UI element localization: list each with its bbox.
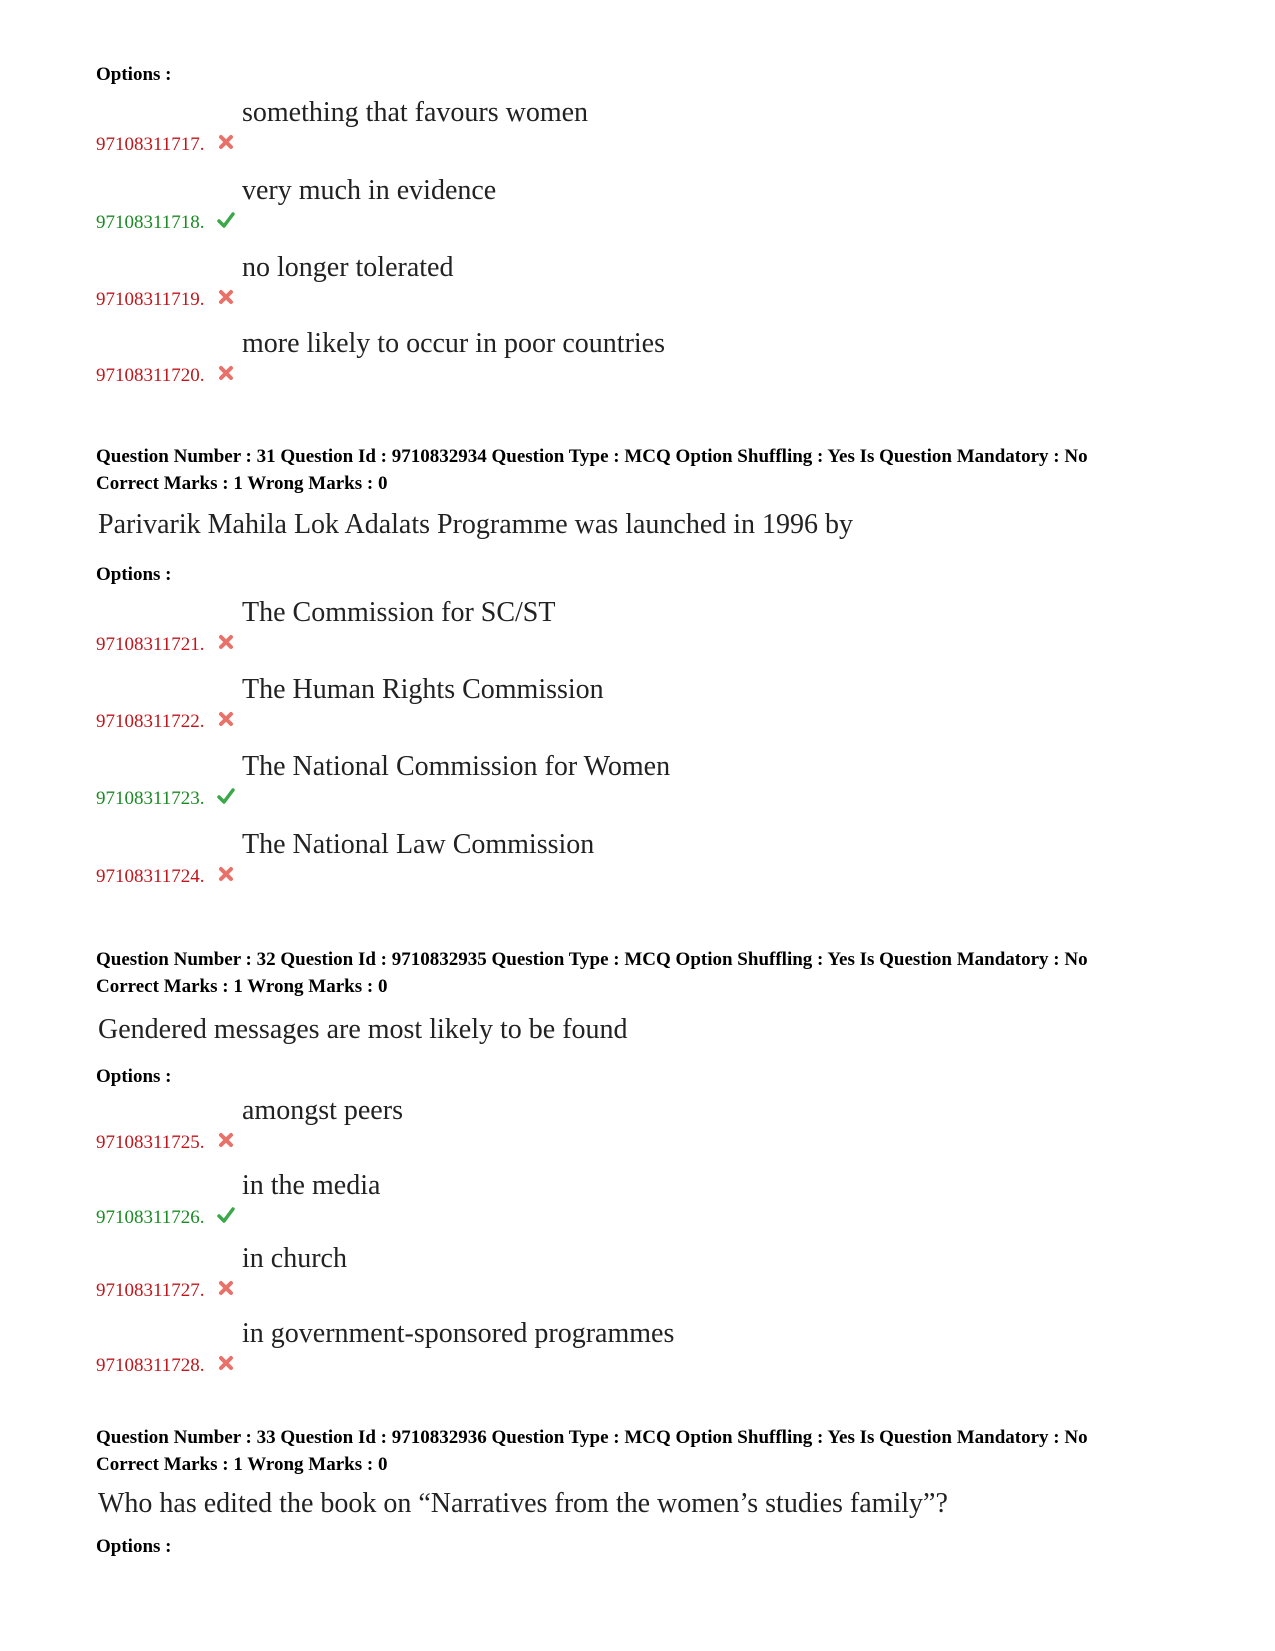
option-row: [96, 96, 1196, 156]
option-id: 97108311723.: [96, 788, 205, 809]
option-id: 97108311726.: [96, 1207, 205, 1228]
option-text: something that favours women: [242, 97, 589, 128]
cross-icon: [216, 132, 236, 152]
cross-icon: [216, 1278, 236, 1298]
cross-icon: [216, 632, 236, 652]
check-icon: [216, 210, 236, 230]
option-row: [96, 1317, 1196, 1377]
option-row: [96, 251, 1196, 311]
option-row: [96, 1169, 1196, 1229]
option-id: 97108311728.: [96, 1355, 205, 1376]
option-id: 97108311721.: [96, 634, 205, 655]
option-row: [96, 750, 1196, 810]
option-id: 97108311720.: [96, 365, 205, 386]
option-text: in the media: [242, 1170, 381, 1201]
option-text: in church: [242, 1243, 347, 1274]
cross-icon: [216, 363, 236, 383]
cross-icon: [216, 287, 236, 307]
cross-icon: [216, 1130, 236, 1150]
question-meta: Question Number : 32 Question Id : 9710832935 Question Type : MCQ Option Shuffling : Yes Is Question Mandatory : No: [96, 949, 1088, 970]
option-id: 97108311719.: [96, 289, 205, 310]
option-text: The National Law Commission: [242, 829, 595, 860]
option-text: amongst peers: [242, 1095, 403, 1126]
question-text: Who has edited the book on “Narratives from the women’s studies family”?: [98, 1488, 948, 1519]
option-id: 97108311718.: [96, 212, 205, 233]
cross-icon: [216, 709, 236, 729]
option-text: very much in evidence: [242, 175, 497, 206]
option-row: [96, 327, 1196, 387]
cross-icon: [216, 864, 236, 884]
question-marks: Correct Marks : 1 Wrong Marks : 0: [96, 976, 388, 997]
question-text: Parivarik Mahila Lok Adalats Programme was launched in 1996 by: [98, 509, 854, 540]
option-id: 97108311722.: [96, 711, 205, 732]
option-id: 97108311727.: [96, 1280, 205, 1301]
option-row: [96, 174, 1196, 234]
option-id: 97108311724.: [96, 866, 205, 887]
option-text: more likely to occur in poor countries: [242, 328, 665, 359]
option-text: The Human Rights Commission: [242, 674, 604, 705]
question-meta: Question Number : 33 Question Id : 9710832936 Question Type : MCQ Option Shuffling : Yes Is Question Mandatory : No: [96, 1427, 1088, 1448]
options-label: Options :: [96, 64, 172, 85]
option-row: [96, 596, 1196, 656]
question-text: Gendered messages are most likely to be found: [98, 1014, 628, 1045]
option-row: [96, 1094, 1196, 1154]
option-text: no longer tolerated: [242, 252, 454, 283]
option-id: 97108311725.: [96, 1132, 205, 1153]
options-label: Options :: [96, 1536, 172, 1557]
options-label: Options :: [96, 564, 172, 585]
option-row: [96, 828, 1196, 888]
option-row: [96, 673, 1196, 733]
option-id: 97108311717.: [96, 134, 205, 155]
check-icon: [216, 786, 236, 806]
option-row: [96, 1242, 1196, 1302]
option-text: in government-sponsored programmes: [242, 1318, 675, 1349]
option-text: The Commission for SC/ST: [242, 597, 556, 628]
option-text: The National Commission for Women: [242, 751, 671, 782]
cross-icon: [216, 1353, 236, 1373]
question-marks: Correct Marks : 1 Wrong Marks : 0: [96, 1454, 388, 1475]
options-label: Options :: [96, 1066, 172, 1087]
check-icon: [216, 1205, 236, 1225]
question-marks: Correct Marks : 1 Wrong Marks : 0: [96, 473, 388, 494]
question-meta: Question Number : 31 Question Id : 9710832934 Question Type : MCQ Option Shuffling : Yes Is Question Mandatory : No: [96, 446, 1088, 467]
